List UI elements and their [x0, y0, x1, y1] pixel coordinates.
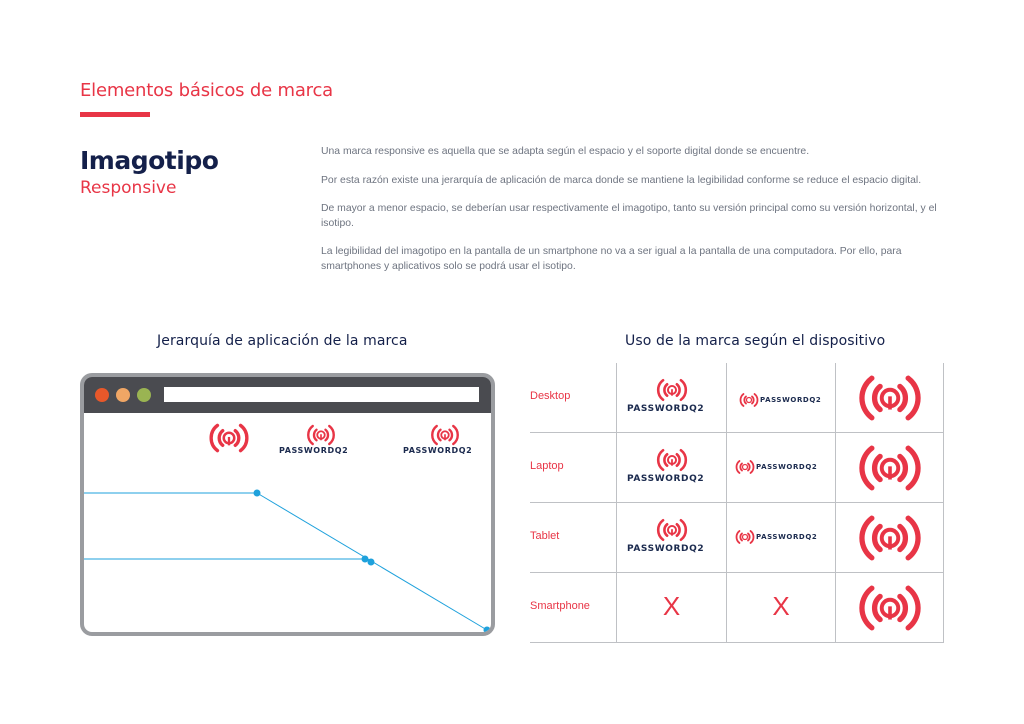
description-text: [321, 145, 941, 288]
brand-isotype-icon: [735, 529, 755, 545]
logo-vertical-cell: [616, 363, 726, 433]
table-row: [530, 433, 944, 503]
device-label: Tablet: [530, 530, 560, 542]
hierarchy-guide-lines: [84, 377, 495, 636]
browser-mockup: [80, 373, 495, 636]
isotype-cell: [835, 503, 944, 573]
logo-horizontal-cell: [726, 433, 835, 503]
device-label: Desktop: [530, 390, 571, 402]
logo-vertical-cell: [616, 503, 726, 573]
brand-isotype-icon: [857, 441, 923, 495]
isotype-cell: [835, 573, 944, 643]
brand-isotype-icon: [857, 371, 923, 425]
usage-title: Uso de la marca según el dispositivo: [625, 333, 886, 349]
paragraph: Una marca responsive es aquella que se adapta según el espacio y el soporte digital donde se encuentre.: [321, 146, 810, 157]
brand-isotype-icon: [857, 581, 923, 635]
table-row: [530, 503, 944, 573]
section-underline: [80, 112, 150, 117]
logo-vertical-cell: [616, 433, 726, 503]
brand-isotype-icon: [857, 511, 923, 565]
brand-logotype: PASSWORDQ2: [627, 404, 705, 414]
brand-logotype: PASSWORDQ2: [756, 463, 818, 471]
table-row: [530, 363, 944, 433]
logo-horizontal-cell: [726, 503, 835, 573]
brand-logotype: PASSWORDQ2: [403, 446, 473, 455]
brand-isotype-icon: [739, 392, 759, 408]
brand-logotype: PASSWORDQ2: [627, 474, 705, 484]
paragraph: La legibilidad del imagotipo en la pantalla de un smartphone no va a ser igual a la pantalla de una computadora. Por ello, para smartphones y aplicativos solo se podrá usar el isotipo.: [321, 246, 902, 272]
device-label: Smartphone: [530, 600, 590, 612]
brand-logotype: PASSWORDQ2: [279, 446, 349, 455]
usage-table: [530, 363, 944, 645]
section-title: Elementos básicos de marca: [80, 80, 333, 101]
not-allowed-mark: X: [662, 591, 681, 621]
logo-horizontal-cell: [726, 573, 835, 643]
logo-vertical-cell: [616, 573, 726, 643]
page-title: Imagotipo: [80, 146, 219, 175]
page-subtitle: Responsive: [80, 178, 177, 198]
isotype-cell: [835, 433, 944, 503]
brand-isotype-icon: [735, 459, 755, 475]
brand-isotype-icon: [655, 377, 689, 403]
brand-logotype: PASSWORDQ2: [756, 533, 818, 541]
paragraph: Por esta razón existe una jerarquía de aplicación de marca donde se mantiene la legibilidad conforme se reduce el espacio digital.: [321, 174, 922, 186]
brand-isotype-icon: [655, 447, 689, 473]
not-allowed-mark: X: [772, 591, 790, 621]
paragraph: De mayor a menor espacio, se deberían usar respectivamente el imagotipo, tanto su versión principal como su versión horizontal, y el isotipo.: [321, 203, 937, 229]
brand-logotype: PASSWORDQ2: [627, 544, 705, 554]
hierarchy-title: Jerarquía de aplicación de la marca: [157, 333, 408, 349]
brand-isotype-icon: [655, 517, 689, 543]
brand-logotype: PASSWORDQ2: [760, 396, 822, 404]
logo-horizontal-cell: [726, 363, 835, 433]
isotype-cell: [835, 363, 944, 433]
device-label: Laptop: [530, 460, 564, 472]
table-row: [530, 573, 944, 643]
